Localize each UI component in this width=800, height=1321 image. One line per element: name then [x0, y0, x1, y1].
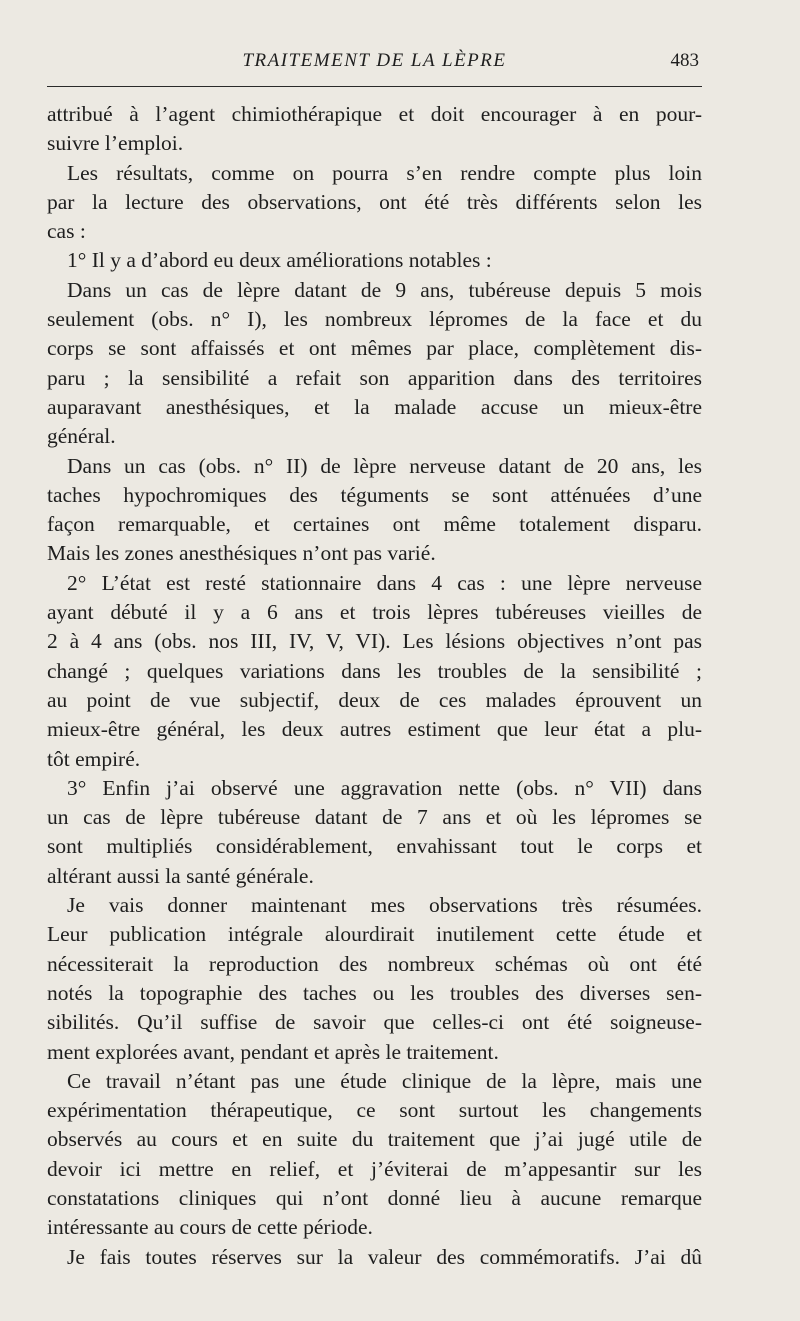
text-line: 1° Il y a d’abord eu deux améliorations notables : — [67, 248, 492, 273]
text-line: par la lecture des observations, ont été très différents selon les — [47, 189, 702, 214]
text-line: changé ; quelques variations dans les troubles de la sensibilité ; — [47, 658, 702, 683]
text-line: Je vais donner maintenant mes observations très résumées. — [67, 893, 702, 918]
text-line: au point de vue subjectif, deux de ces malades éprouvent un — [47, 687, 702, 712]
text-line: Je fais toutes réserves sur la valeur des commémoratifs. J’ai dû — [67, 1244, 702, 1269]
text-line: ayant débuté il y a 6 ans et trois lèpres tubéreuses vieilles de — [47, 600, 702, 625]
text-line: tôt empiré. — [47, 746, 141, 771]
body-text — [47, 100, 702, 1272]
text-line: devoir ici mettre en relief, et j’éviterai de m’appesantir sur les — [47, 1156, 702, 1181]
text-line: notés la topographie des taches ou les troubles des diverses sen- — [47, 980, 702, 1005]
text-line: corps se sont affaissés et ont mêmes par place, complètement dis- — [47, 336, 702, 361]
text-line: auparavant anesthésiques, et la malade accuse un mieux-être — [47, 394, 702, 419]
text-line: général. — [47, 424, 116, 449]
text-line: ment explorées avant, pendant et après le traitement. — [47, 1039, 499, 1064]
text-line: seulement (obs. n° I), les nombreux lépromes de la face et du — [47, 307, 702, 332]
text-line: nécessiterait la reproduction des nombreux schémas où ont été — [47, 951, 702, 976]
text-line: altérant aussi la santé générale. — [47, 863, 314, 888]
text-line: 2 à 4 ans (obs. nos III, IV, V, VI). Les lésions objectives n’ont pas — [47, 629, 702, 654]
text-line: Leur publication intégrale alourdirait inutilement cette étude et — [47, 922, 702, 947]
text-line: Dans un cas (obs. n° II) de lèpre nerveuse datant de 20 ans, les — [67, 453, 702, 478]
text-line: expérimentation thérapeutique, ce sont surtout les changements — [47, 1098, 702, 1123]
text-line: constatations cliniques qui n’ont donné lieu à aucune remarque — [47, 1185, 702, 1210]
text-line: mieux-être général, les deux autres estiment que leur état a plu- — [47, 717, 702, 742]
text-line: Mais les zones anesthésiques n’ont pas varié. — [47, 541, 436, 566]
page-number: 483 — [670, 50, 699, 71]
text-line: 2° L’état est resté stationnaire dans 4 cas : une lèpre nerveuse — [67, 570, 702, 595]
text-line: observés au cours et en suite du traitement que j’ai jugé utile de — [47, 1127, 702, 1152]
page-header — [47, 48, 702, 80]
text-line: sont multipliés considérablement, envahissant tout le corps et — [47, 834, 702, 859]
header-rule — [47, 86, 702, 87]
text-line: intéressante au cours de cette période. — [47, 1215, 373, 1240]
text-line: Dans un cas de lèpre datant de 9 ans, tubéreuse depuis 5 mois — [67, 277, 702, 302]
text-line: sibilités. Qu’il suffise de savoir que celles-ci ont été soigneuse- — [47, 1010, 702, 1035]
text-line: Les résultats, comme on pourra s’en rendre compte plus loin — [67, 160, 702, 185]
text-line: suivre l’emploi. — [47, 131, 184, 156]
text-line: Ce travail n’étant pas une étude clinique de la lèpre, mais une — [67, 1068, 702, 1093]
running-title: TRAITEMENT DE LA LÈPRE — [242, 50, 507, 71]
text-line: 3° Enfin j’ai observé une aggravation nette (obs. n° VII) dans — [67, 775, 702, 800]
text-line: attribué à l’agent chimiothérapique et doit encourager à en pour- — [47, 102, 702, 126]
text-line: un cas de lèpre tubéreuse datant de 7 ans et où les lépromes se — [47, 805, 702, 830]
text-line: paru ; la sensibilité a refait son apparition dans des territoires — [47, 365, 702, 390]
text-line: façon remarquable, et certaines ont même totalement disparu. — [47, 512, 702, 537]
text-line: cas : — [47, 219, 86, 244]
text-line: taches hypochromiques des téguments se sont atténuées d’une — [47, 482, 702, 507]
